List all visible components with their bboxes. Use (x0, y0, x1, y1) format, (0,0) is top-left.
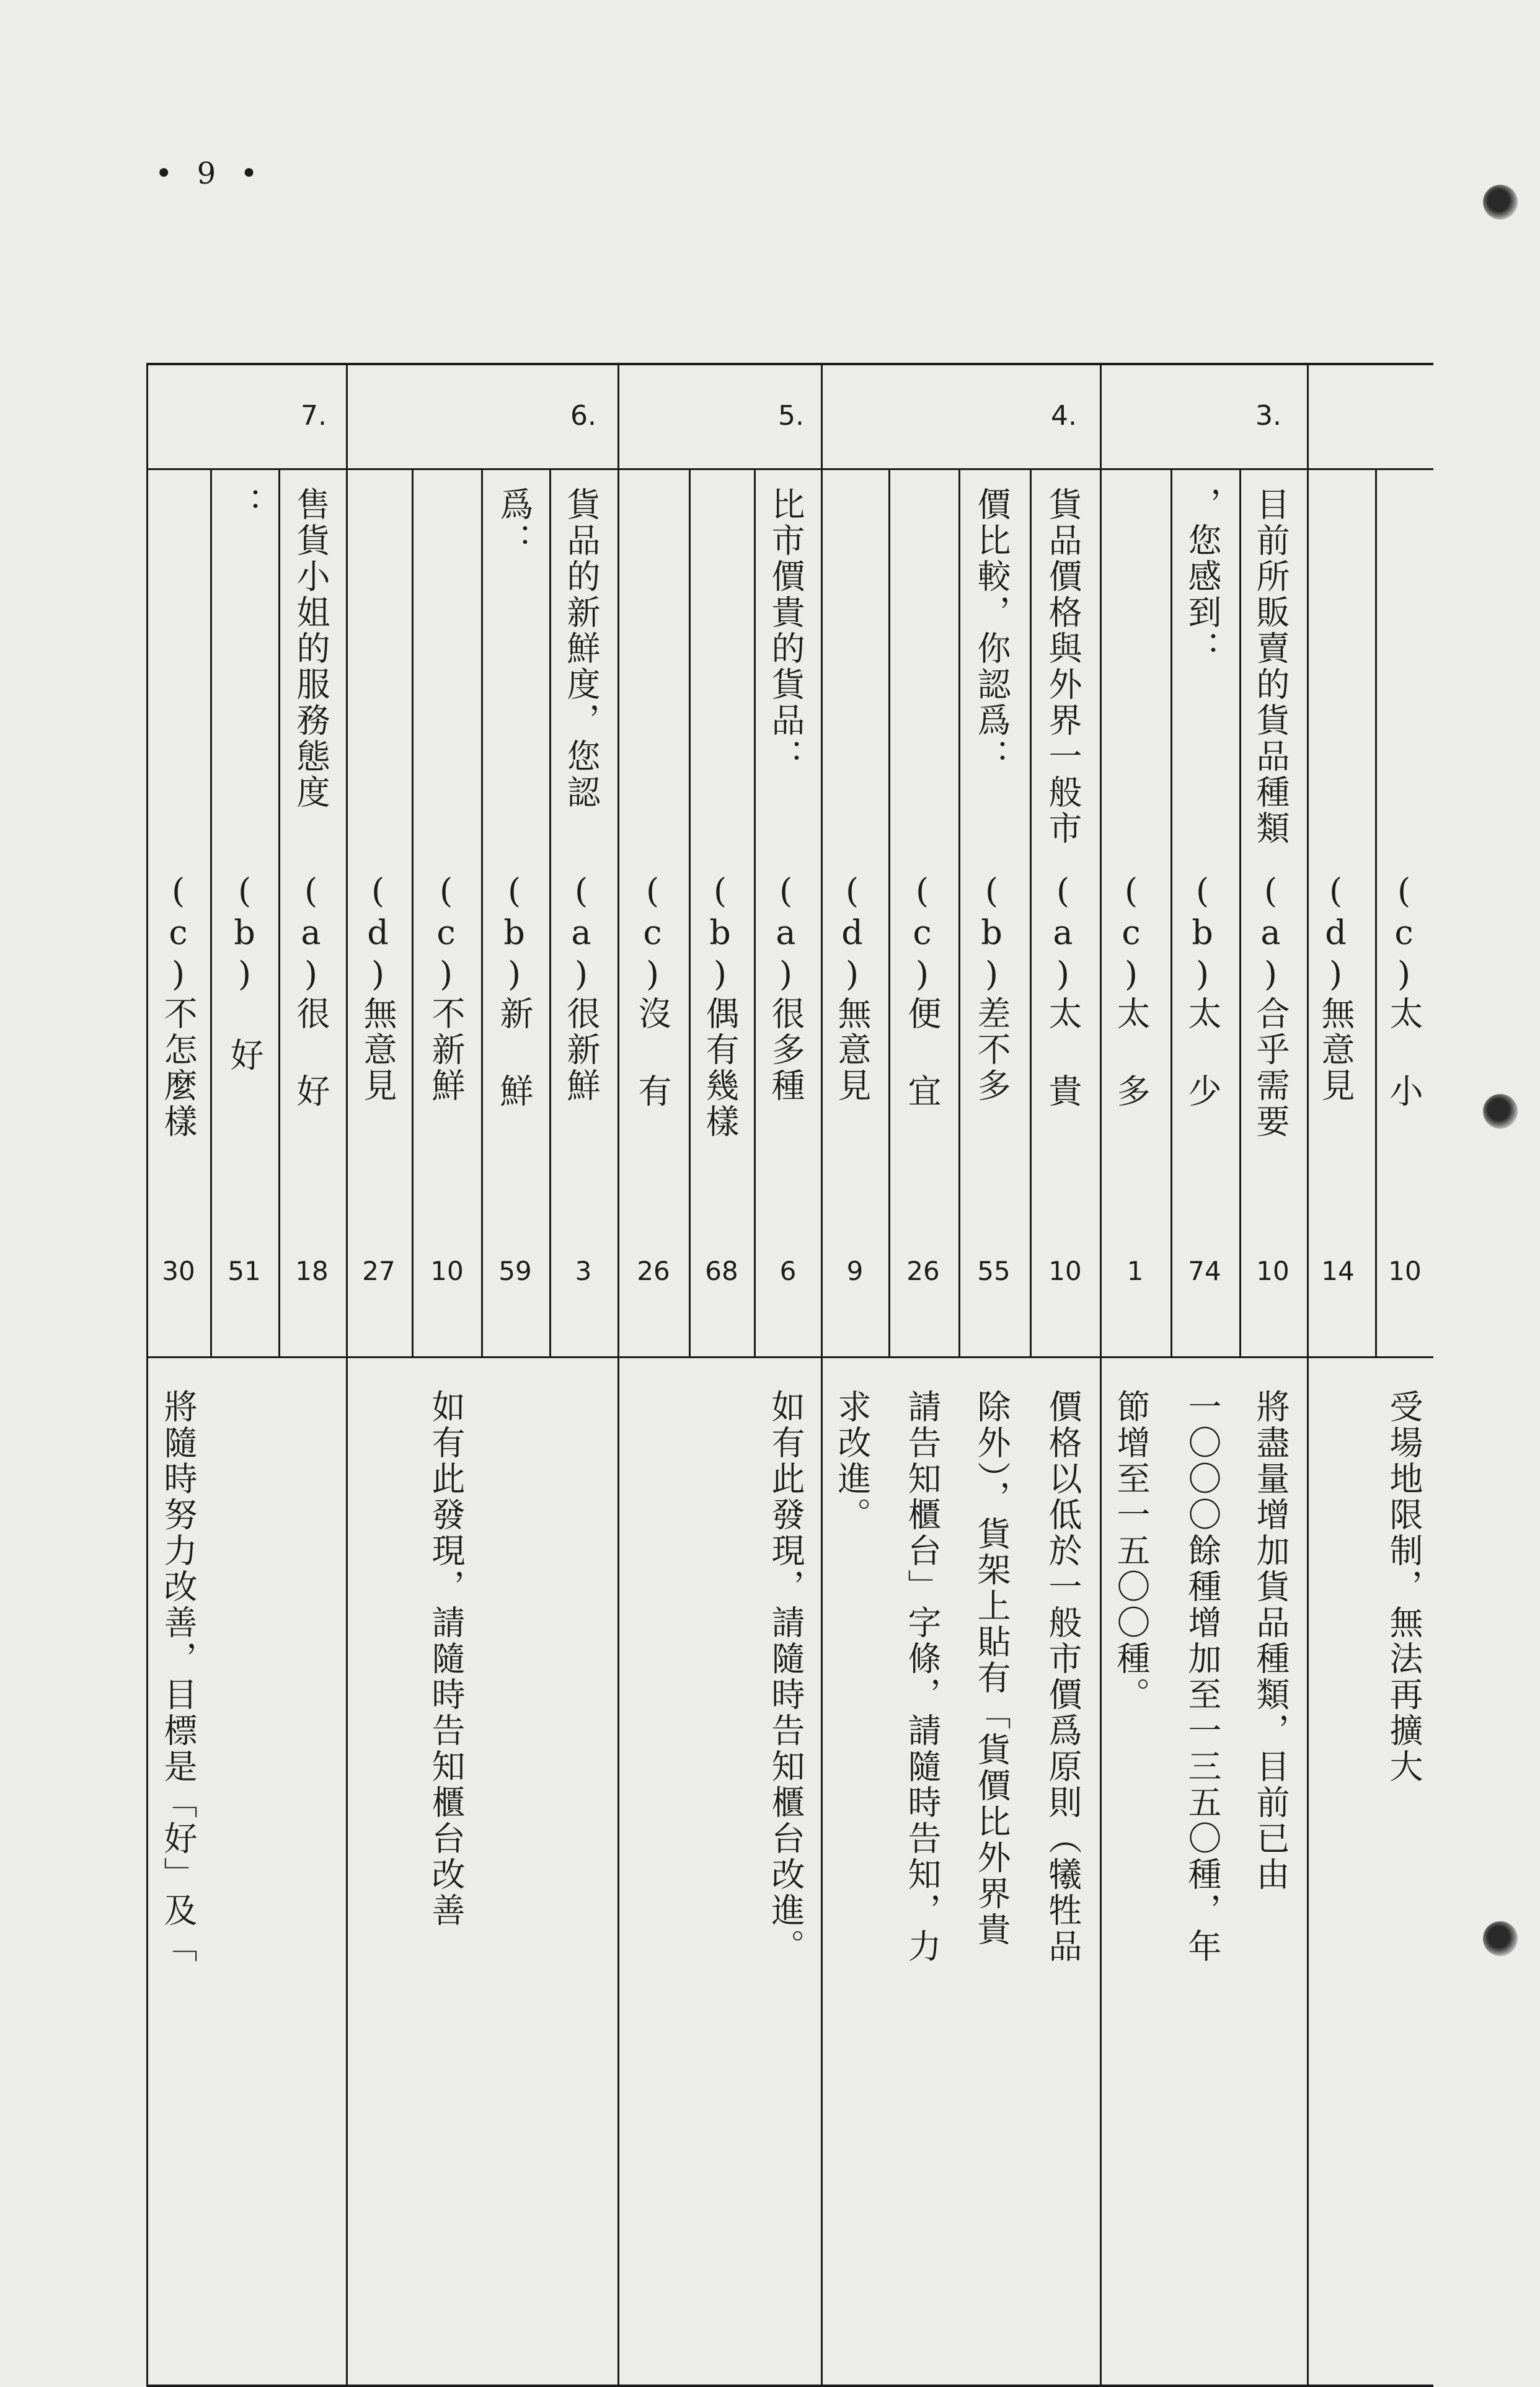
q4-count-c: 26 (906, 1256, 940, 1286)
q4-response-line-2: 除外），貨架上貼有「貨價比外界貴 (972, 1389, 1011, 1948)
question-6-number: 6. (570, 400, 596, 432)
q5-option-c: (c)沒 有 (633, 871, 672, 1109)
question-7-text: 售貨小姐的服務態度 (291, 487, 330, 811)
question-3-number: 3. (1255, 400, 1281, 432)
q4-option-c: (c)便 宜 (903, 871, 942, 1109)
q5-count-a: 6 (779, 1256, 797, 1286)
binding-hole (1483, 185, 1518, 220)
question-6-text-cont: 爲： (495, 487, 534, 559)
q6-option-c: (c)不新鮮 (427, 871, 466, 1104)
q3-response-line-2: 一〇〇〇餘種增加至一三五〇種，年 (1183, 1389, 1222, 1965)
question-4-text-cont: 價比較，你認爲： (972, 487, 1011, 775)
question-4-number: 4. (1051, 400, 1077, 432)
q6-option-d: (d)無意見 (358, 871, 397, 1104)
prev-response: 受場地限制，無法再擴大 (1384, 1389, 1423, 1785)
q7-option-b: (b) 好 (225, 871, 264, 1073)
binding-hole (1483, 1921, 1518, 1956)
q5-count-b: 68 (705, 1256, 738, 1286)
q3-option-c: (c)太 多 (1112, 871, 1151, 1109)
table-rule (146, 2385, 1433, 2387)
prev-count-d: 14 (1321, 1256, 1355, 1286)
q4-response-line-1: 價格以低於一般市價爲原則（犧牲品 (1043, 1389, 1082, 1965)
q4-option-b: (b)差不多 (972, 871, 1011, 1104)
binding-hole (1483, 1094, 1518, 1129)
q4-response-line-4: 求改進。 (833, 1389, 872, 1533)
q6-response: 如有此發現，請隨時告知櫃台改善 (427, 1389, 466, 1929)
table-rule (146, 363, 1433, 365)
q4-count-b: 55 (977, 1256, 1011, 1286)
q3-response-line-1: 將盡量增加貨品種類，目前已由 (1251, 1389, 1290, 1893)
q3-option-b: (b)太 少 (1183, 871, 1222, 1109)
q6-count-c: 10 (430, 1256, 464, 1286)
q7-count-a: 18 (295, 1256, 329, 1286)
prev-option-d: (d)無意見 (1316, 871, 1355, 1104)
question-3-text-cont: ，您感到： (1183, 487, 1222, 667)
q7-count-b: 51 (228, 1256, 261, 1286)
prev-option-c: (c)太 小 (1384, 871, 1423, 1109)
question-5-number: 5. (778, 400, 804, 432)
q4-count-d: 9 (846, 1256, 864, 1286)
q6-count-a: 3 (575, 1256, 592, 1286)
q7-option-a: (a)很 好 (291, 871, 330, 1109)
q4-response-line-3: 請告知櫃台」字條，請隨時告知，力 (903, 1389, 942, 1965)
q7-response: 將隨時努力改善，目標是「好」及「 (159, 1389, 198, 1965)
q6-option-b: (b)新 鮮 (495, 871, 534, 1109)
question-7-text-cont: ： (225, 487, 264, 523)
q3-count-a: 10 (1256, 1256, 1290, 1286)
q6-count-b: 59 (498, 1256, 532, 1286)
q4-option-a: (a)太 貴 (1043, 871, 1082, 1109)
question-7-number: 7. (301, 400, 327, 432)
q5-option-b: (b)偶有幾樣 (701, 871, 740, 1140)
question-3-text: 目前所販賣的貨品種類 (1251, 487, 1290, 847)
page-number: • 9 • (155, 156, 265, 191)
q3-option-a: (a)合乎需要 (1251, 871, 1290, 1140)
q6-option-a: (a)很新鮮 (562, 871, 601, 1104)
q6-count-d: 27 (362, 1256, 396, 1286)
q3-count-b: 74 (1188, 1256, 1221, 1286)
question-5-text: 比市價貴的貨品： (766, 487, 805, 775)
q5-response: 如有此發現，請隨時告知櫃台改進。 (766, 1389, 805, 1965)
q3-response-line-3: 節增至一五〇〇種。 (1112, 1389, 1151, 1713)
question-4-text: 貨品價格與外界一般市 (1043, 487, 1082, 847)
q5-option-a: (a)很多種 (766, 871, 805, 1104)
prev-count-c: 10 (1388, 1256, 1422, 1286)
q5-count-c: 26 (637, 1256, 670, 1286)
q4-count-a: 10 (1048, 1256, 1082, 1286)
survey-table (146, 363, 1433, 2385)
question-6-text: 貨品的新鮮度，您認 (562, 487, 601, 811)
q7-count-c: 30 (162, 1256, 195, 1286)
q3-count-c: 1 (1126, 1256, 1144, 1286)
q7-option-c: (c)不怎麼樣 (159, 871, 198, 1140)
q4-option-d: (d)無意見 (833, 871, 872, 1104)
